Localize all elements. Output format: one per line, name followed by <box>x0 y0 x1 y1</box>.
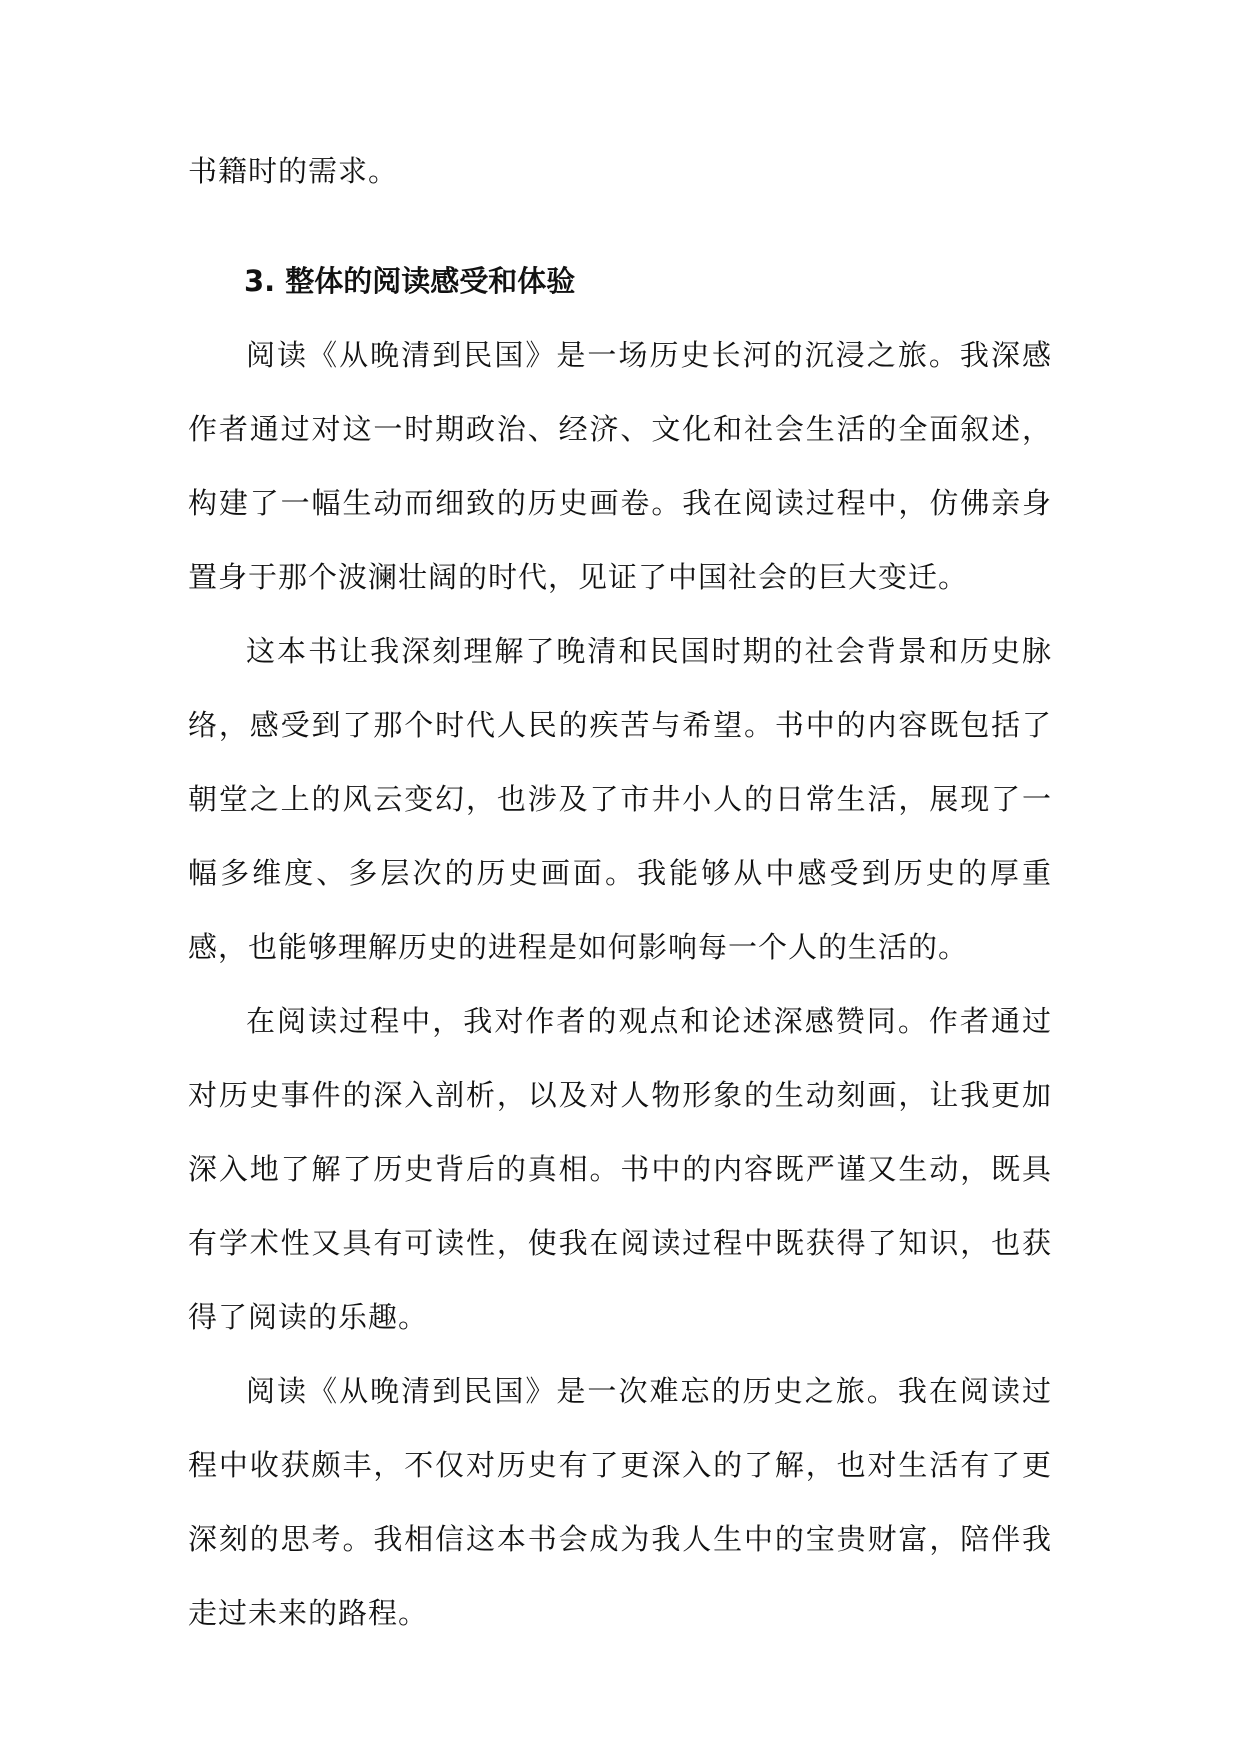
continued-text-line <box>188 134 1052 208</box>
paragraph: 阅读《从晚清到民国》是一次难忘的历史之旅。我在阅读过程中收获颇丰，不仅对历史有了更深入的了解，也对生活有了更深刻的思考。我相信这本书会成为我人生中的宝贵财富，陪伴我走过未来的路程。 <box>188 1374 1052 1630</box>
lead-line-text: 书籍时的需求。 <box>188 154 399 188</box>
paragraph: 阅读《从晚清到民国》是一场历史长河的沉浸之旅。我深感作者通过对这一时期政治、经济、文化和社会生活的全面叙述，构建了一幅生动而细致的历史画卷。我在阅读过程中，仿佛亲身置身于那个波澜壮阔的时代，见证了中国社会的巨大变迁。 <box>188 338 1052 594</box>
paragraph: 在阅读过程中，我对作者的观点和论述深感赞同。作者通过对历史事件的深入剖析，以及对人物形象的生动刻画，让我更加深入地了解了历史背后的真相。书中的内容既严谨又生动，既具有学术性又具有可读性，使我在阅读过程中既获得了知识，也获得了阅读的乐趣。 <box>188 1004 1052 1334</box>
section-heading: 3. 整体的阅读感受和体验 <box>244 264 576 298</box>
body-text <box>188 318 1052 1650</box>
paragraph: 这本书让我深刻理解了晚清和民国时期的社会背景和历史脉络，感受到了那个时代人民的疾苦与希望。书中的内容既包括了朝堂之上的风云变幻，也涉及了市井小人的日常生活，展现了一幅多维度、多层次的历史画面。我能够从中感受到历史的厚重感，也能够理解历史的进程是如何影响每一个人的生活的。 <box>188 634 1052 964</box>
